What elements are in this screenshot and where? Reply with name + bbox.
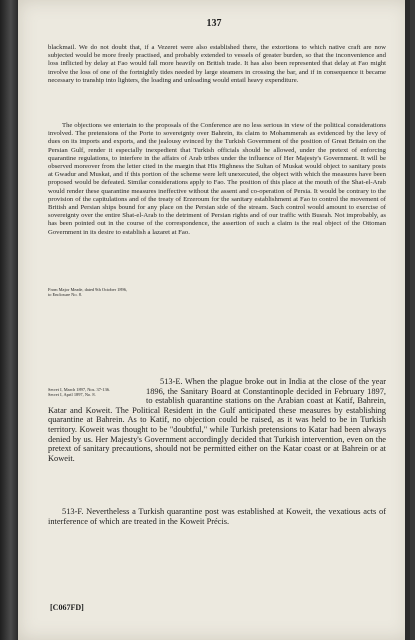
margin-note: From Major Meade, dated 9th October 1896, (48, 287, 128, 292)
margin-note: Secret I, March 1897, Nos. 37-136. (48, 387, 111, 392)
print-reference-code: [C067FD] (50, 603, 84, 612)
margin-note: to Enclosure No. 8. (48, 292, 83, 297)
paragraph-political-objections (48, 122, 386, 237)
paragraph-blackmail (48, 44, 386, 85)
margin-note-block (48, 287, 140, 297)
margin-note-block (48, 387, 140, 397)
paragraph-text: The objections we entertain to the proposals of the Conference are no less serious in view of the political considerations involved. The pretensions of the Porte to sovereignty over Bahrein, its claim to Mohammerah as evidenced by the levy of dues on its imports and exports, and the jealousy evinced by the Turkish Government of the position of Great Britain on the Persian Gulf, render it especially inexpedient that Turkish officials should be allowed, under the pretext of enforcing quarantine regulations, to interfere in the affairs of Arab tribes under the influence of Her Majesty's Government. It will be observed moreover from the letter cited in the margin that His Highness the Sultan of Muskat would object to sanitary posts at Gwadur and Muskat, and if this portion of the scheme were left unexecuted, the object with which the measures have been proposed would be defeated. Similar considerations apply to Fao. The position of this place at the mouth of the Shat-el-Arab would render these quarantine measures ineffective without the assent and co-operation of Persia. It would be contrary to the provision of the capitulations and of the treaty of Erzeroum for the sanitary establishment at Fao to control the movement of British and Persian ships bound for any place on the Persian side of the stream. Such control would amount to exercise of sovereignty over the entire Shat-el-Arab to the detriment of Persian rights and of our traffic with Busrah. Not improbably, as has been pointed out in the course of the correspondence, the assertion of such a claim is the real object of the Ottoman Government in its desire to establish a lazaret at Fao. (48, 122, 386, 236)
page-number: 137 (206, 18, 222, 29)
paragraph-513-f (48, 507, 386, 526)
paragraph-text: blackmail. We do not doubt that, if a Vezeret were also established there, the extortions to which native craft are now subjected would be more freely practised, and probably extended to vessels of greater burden, so that the inconvenience and loss inflicted by delay at Fao would fall more heavily on British trade. It has also been represented that delay at Fao might involve the loss of one of the fortnightly tides needed by large steamers in crossing the bar, and if in consequence it became necessary to tranship into lighters, the loading and unloading would entail heavy expenditure. (48, 44, 386, 84)
document-page (18, 0, 410, 640)
scan-dark-edge (0, 0, 18, 640)
paragraph-513-e (48, 377, 386, 463)
scan-right-edge (405, 0, 410, 640)
margin-note: Secret I, April 1897, No. 8. (48, 392, 96, 397)
paragraph-text: 513-E. When the plague broke out in India at the close of the year 1896, the Sanitary Board at Constantinople decided in February 1897, to establish quarantine stations on the Arabian coast at Katif, Bahrein, Katar and Koweit. The Political Resident in the Gulf anticipated these measures by establishing quarantine at Bahrein. As to Katif, no objection could be raised, as it was held to be in Turkish territory. Koweit was thought to be "doubtful," while Turkish pretensions to Katar had been always denied by us. Her Majesty's Government accordingly decided that Turkish intervention, even on the pretext of sanitary precautions, should not be permitted either on the Katar coast or at Bahrein or at Koweit. (48, 377, 386, 463)
paragraph-text: 513-F. Nevertheless a Turkish quarantine post was established at Koweit, the vexatious acts of interference of which are treated in the Koweit Précis. (48, 507, 386, 526)
